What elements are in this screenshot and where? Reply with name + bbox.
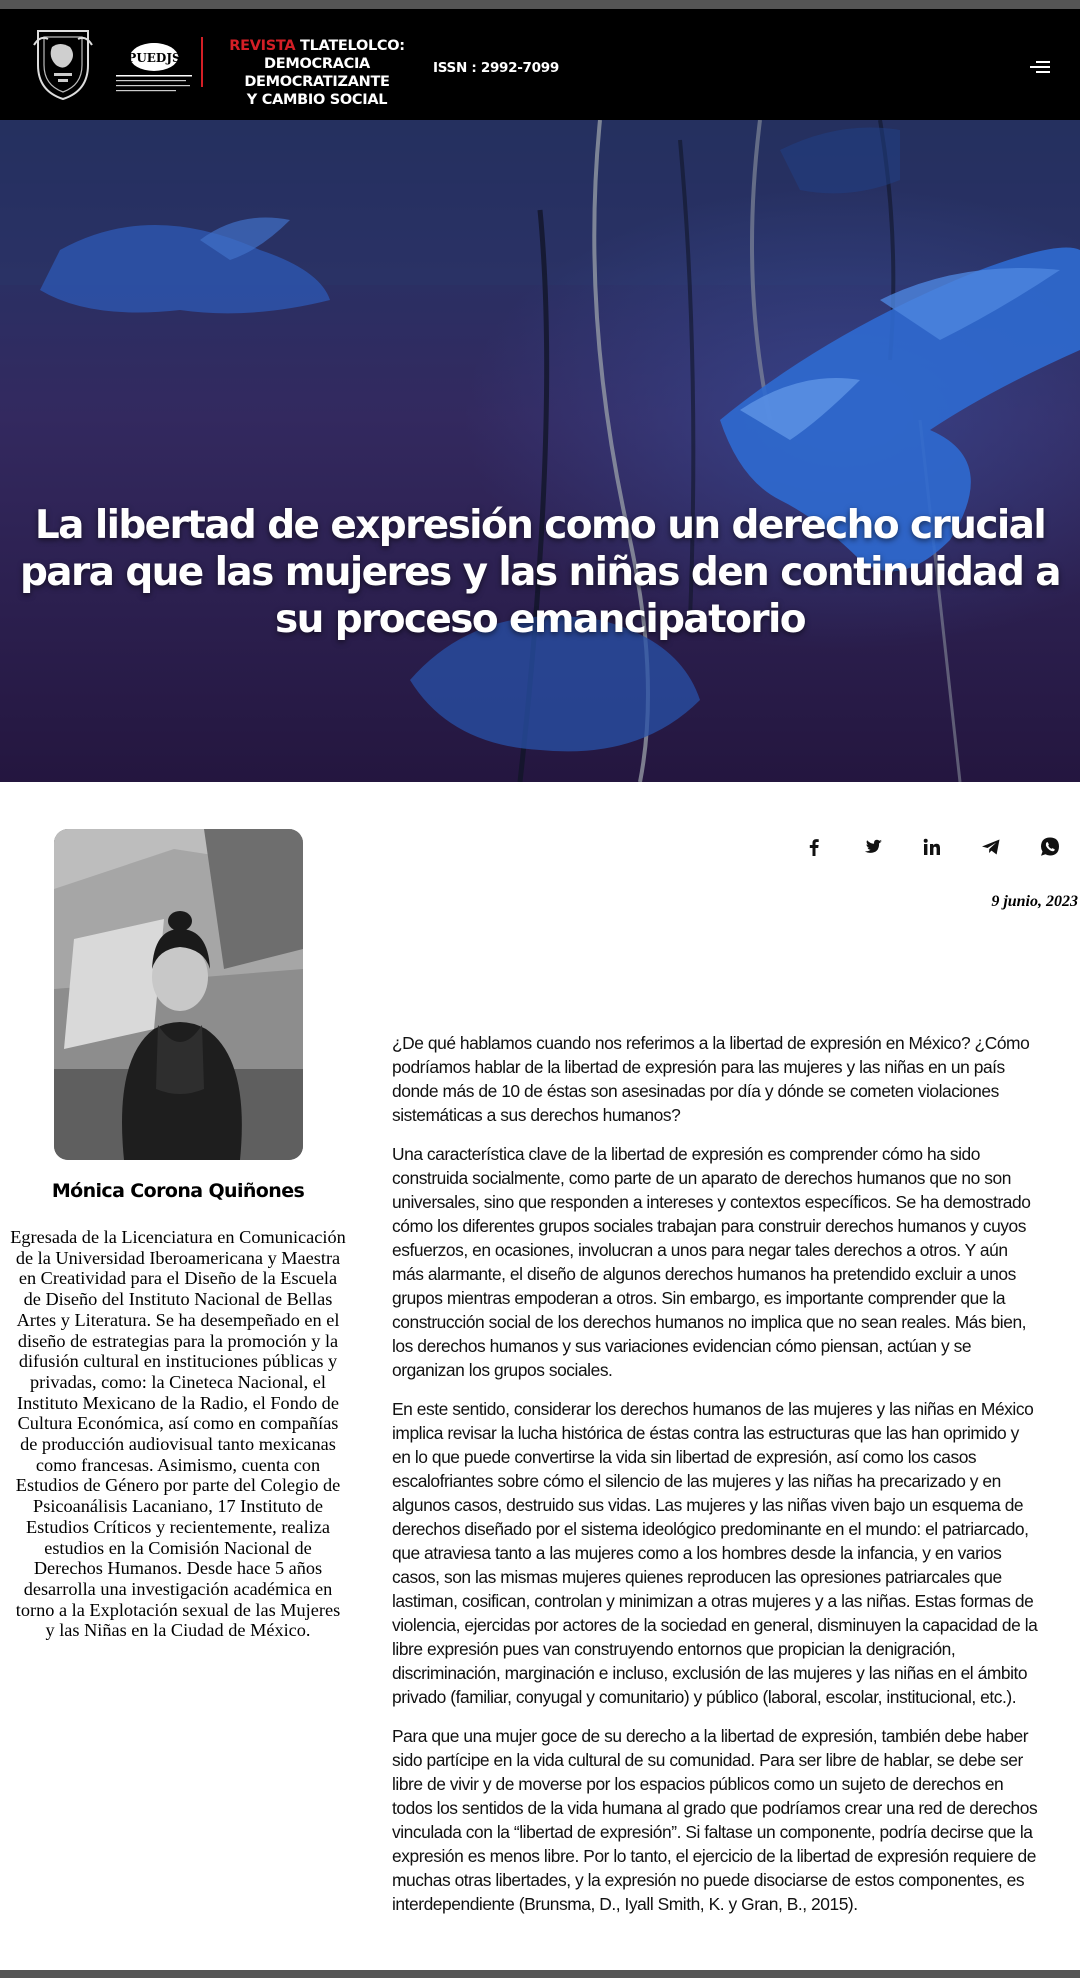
brand-line1-rest: TLATELOLCO: [295, 38, 405, 54]
share-facebook-button[interactable] [801, 834, 827, 860]
site-header [0, 9, 1080, 121]
author-name: Mónica Corona Quiñones [51, 1180, 305, 1202]
share-whatsapp-button[interactable] [1037, 834, 1063, 860]
article-paragraph: En este sentido, considerar los derechos humanos de las mujeres y las niñas en México implica revisar la lucha histórica de éstas contra las estructuras que las han oprimido y en lo que puede convertirse la vida sin libertad de expresión, así como los casos escalofriantes sobre cómo el silencio de las mujeres y las niñas ha precarizado y en algunos casos, destruido sus vidas. Las mujeres y las niñas viven bajo un esquema de derechos diseñado por el sistema ideológico predominante en el mundo: el patriarcado, que atraviesa tanto a las mujeres como a los hombres desde la infancia, y en varios casos, son las mismas mujeres quienes reproducen las opresiones patriarcales que lastiman, cosifican, controlan y minimizan a otras mujeres y a las niñas. Estas formas de violencia, ejercidas por actores de la sociedad en general, disminuyen la capacidad de la libre expresión pues van construyendo entornos que propician la denigración, discriminación, marginación e incluso, exclusión de las mujeres y las niñas en el ámbito privado (familiar, conyugal y comunitario) y público (laboral, escolar, institucional, etc.). [392, 1399, 1038, 1707]
article-paragraph: ¿De qué hablamos cuando nos referimos a la libertad de expresión en México? ¿Cómo podríamos hablar de la libertad de expresión para las mujeres y las niñas en un país donde más de 10 de éstas son asesinadas por día y dónde se cometen violaciones sistemáticas a sus derechos humanos? [392, 1033, 1030, 1125]
hamburger-menu-icon[interactable] [1030, 59, 1050, 75]
linkedin-icon [919, 834, 945, 860]
article-title: La libertad de expresión como un derecho crucial para que las mujeres y las niñas den continuidad a su proceso emancipatorio [19, 503, 1061, 642]
article-paragraph: Para que una mujer goce de su derecho a la libertad de expresión, también debe haber sido partícipe en la vida cultural de su comunidad. Para ser libre de hablar, se debe ser libre de vivir y de moverse por los espacios públicos como un sujeto de derechos en todos los sentidos de la vida humana al grado que podríamos crear una red de derechos vinculada con la “libertad de expresión”. Si faltase un componente, podría decirse que la expresión es menos libre. Por lo tanto, el ejercicio de la libertad de expresión requiere de muchas otras libertades, y la expresión no puede disociarse de estos componentes, es interdependiente (Brunsma, D., Iyall Smith, K. y Gran, B., 2015). [392, 1726, 1038, 1914]
telegram-icon [978, 834, 1004, 860]
author-bio: Egresada de la Licenciatura en Comunicación de la Universidad Iberoamericana y Maestra en Creatividad para el Diseño de la Escuela de Diseño del Instituto Nacional de Bellas Artes y Literatura. Se ha desempeñado en el diseño de estrategias para la promoción y la difusión cultural en instituciones públicas y privadas, como: la Cineteca Nacional, el Instituto Mexicano de la Radio, el Fondo de Cultura Económica, así como en compañías de producción audiovisual tanto mexicanas como francesas. Asimismo, cuenta con Estudios de Género por parte del Colegio de Psicoanálisis Lacaniano, 17 Instituto de Estudios Críticos y recientemente, realiza estudios en la Comisión Nacional de Derechos Humanos. Desde hace 5 años desarrolla una investigación académica en torno a la Explotación sexual de las Mujeres y las Niñas en la Ciudad de México. [10, 1227, 346, 1641]
article-body [392, 1031, 1040, 1931]
hero-background-image [0, 120, 1080, 782]
browser-bottom-strip [0, 1970, 1080, 1978]
share-twitter-button[interactable] [860, 834, 886, 860]
twitter-icon [860, 834, 886, 860]
puedjs-logo[interactable] [112, 31, 196, 95]
brand-line2: DEMOCRACIA DEMOCRATIZANTE [244, 56, 390, 90]
hero-banner [0, 120, 1080, 782]
article-paragraph: Una característica clave de la libertad de expresión es comprender cómo ha sido construida socialmente, como parte de un aparato de derechos humanos que no son universales, sino que responden a intereses y contextos específicos. Se ha demostrado cómo los diferentes grupos sociales trabajan para construir derechos humanos y cuyos esfuerzos, en ocasiones, involucran a unos para negar tales derechos a otros. Y aún más alarmante, el diseño de algunos derechos humanos ha pretendido excluir a unos grupos mientras empoderan a otros. Sin embargo, es importante comprender que la construcción social de los derechos humanos no implica que no sean reales. Más bien, los derechos humanos y sus variaciones evidencian cómo piensan, actúan y se organizan los grupos sociales. [392, 1144, 1031, 1380]
issn-label: ISSN : 2992-7099 [433, 60, 559, 76]
share-linkedin-button[interactable] [919, 834, 945, 860]
puedjs-subtitle [112, 31, 113, 32]
author-photo [54, 829, 303, 1160]
browser-top-strip [0, 0, 1080, 9]
brand-line3: Y CAMBIO SOCIAL [246, 92, 388, 108]
share-telegram-button[interactable] [978, 834, 1004, 860]
whatsapp-icon [1037, 834, 1063, 860]
facebook-icon [801, 834, 827, 860]
brand-revista: REVISTA [229, 38, 296, 54]
journal-brand[interactable] [212, 37, 422, 109]
brand-divider [201, 37, 203, 87]
publish-date: 9 junio, 2023 [991, 893, 1078, 910]
puedjs-mark: PUEDJS [127, 51, 181, 65]
unam-crest-logo[interactable] [30, 25, 96, 101]
